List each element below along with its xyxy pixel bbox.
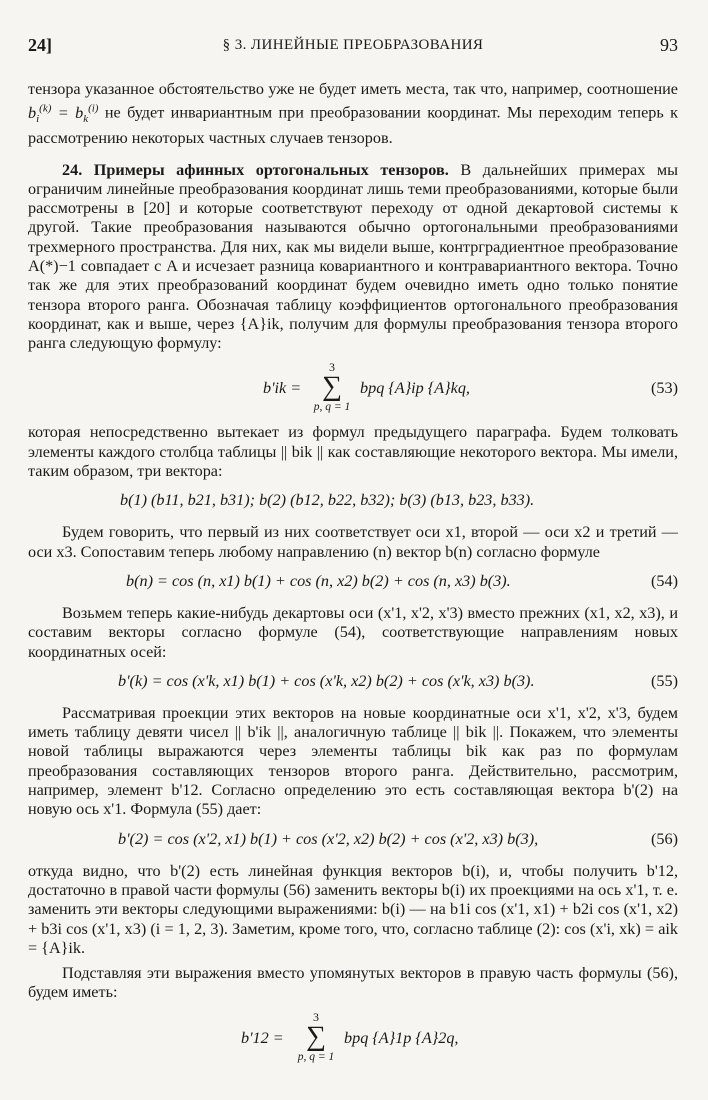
equation-53: b'ik = 3 ∑ p, q = 1 bpq {A}ip {A}kq, (53) [263, 360, 678, 414]
paragraph: Подставляя эти выражения вместо упомянутых векторов в правую часть формулы (56), будем иметь: [28, 964, 678, 1002]
equation-number: (53) [651, 379, 678, 398]
page-body [28, 80, 678, 1073]
equation-number: (54) [651, 571, 678, 590]
inline-formula: $b_i^{(k)} = b_k^{(i)}$ [28, 102, 99, 125]
equation-56: b'(2) = cos (x'2, x1) b(1) + cos (x'2, x2) b(2) + cos (x'2, x3) b(3), (56) [118, 829, 678, 848]
paragraph-continuation: тензора указанное обстоятельство уже не будет иметь места, так что, например, соотношение $b_i^{(k)} = b_k^{(i)}$ не будет инвариантным при преобразовании координат. Мы переходим теперь к рассмотрению некоторых частных случаев тензоров. [28, 80, 678, 148]
paragraph: Будем говорить, что первый из них соответствует оси x1, второй — оси x2 и третий — оси x3. Сопоставим теперь любому направлению (n) вектор b(n) согласно формуле [28, 523, 678, 561]
section-paragraph: 24. Примеры афинных ортогональных тензоров. В дальнейших примерах мы ограничим линейные преобразования координат лишь теми преобразованиями, которые были рассмотрены в [20] и которые соответствуют переходу от одной декартовой системы к другой. Такие преобразования называются обычно ортогональными преобразованиями трехмерного пространства. Для них, как мы видели выше, контрградиентное преобразование A(*)−1 совпадает с A и исчезает разница ковариантного и контравариантного вектора. Точно так же для этих преобразований координат будем очевидно иметь одно только понятие тензора второго ранга. Обозначая таблицу коэффициентов ортогонального преобразования координат, как и выше, через {A}ik, получим для формулы преобразования тензора второго ранга следующую формулу: [28, 160, 678, 353]
equation-54: b(n) = cos (n, x1) b(1) + cos (n, x2) b(2) + cos (n, x3) b(3). (54) [126, 571, 678, 590]
equation-number: (55) [651, 671, 678, 690]
section-title: 24. Примеры афинных ортогональных тензоров. [62, 160, 449, 179]
vectors-formula: b(1) (b11, b21, b31); b(2) (b12, b22, b32); b(3) (b13, b23, b33). [120, 491, 535, 510]
summation-sign: 3 ∑ p, q = 1 [313, 360, 351, 414]
paragraph: Возьмем теперь какие-нибудь декартовы оси (x'1, x'2, x'3) вместо прежних (x1, x2, x3), и составим векторы согласно формуле (54), соответствующие направлениям новых координатных осей: [28, 603, 678, 661]
running-header [28, 35, 678, 59]
summation-sign: 3 ∑ p, q = 1 [297, 1009, 335, 1063]
paragraph: откуда видно, что b'(2) есть линейная функция векторов b(i), и, чтобы получить b'12, достаточно в правой части формулы (56) заменить векторы b(i) их проекциями на ось x'1, т. е. заменить эти векторы следующими выражениями: b(i) — на b1i cos (x'1, x1) + b2i cos (x'1, x2) + b3i cos (x'1, x3) (i = 1, 2, 3). Заметим, кроме того, что, согласно таблице (2): cos (x'i, xk) = aik = {A}ik. [28, 861, 678, 957]
page-number: 93 [660, 35, 678, 55]
paragraph: Рассматривая проекции этих векторов на новые координатные оси x'1, x'2, x'3, будем иметь таблицу девяти чисел || b'ik ||, аналогичную таблице || bik ||. Покажем, что элементы новой таблицы выражаются через элементы таблицы bik как раз по формулам преобразования составляющих тензоров второго ранга. Действительно, рассмотрим, например, элемент b'12. Согласно определению это есть составляющая вектора b'(2) на новую ось x'1. Формула (55) дает: [28, 703, 678, 819]
section-number: 24] [28, 35, 52, 55]
equation-55: b'(k) = cos (x'k, x1) b(1) + cos (x'k, x2) b(2) + cos (x'k, x3) b(3). (55) [118, 671, 678, 690]
paragraph: которая непосредственно вытекает из формул предыдущего параграфа. Будем толковать элементы каждого столбца таблицы || bik || как составляющие некоторого вектора. Мы имели, таким образом, три вектора: [28, 423, 678, 481]
equation-final: b'12 = 3 ∑ p, q = 1 bpq {A}1p {A}2q, [241, 1009, 459, 1063]
running-title: § 3. ЛИНЕЙНЫЕ ПРЕОБРАЗОВАНИЯ [222, 37, 484, 53]
equation-number: (56) [651, 829, 678, 848]
